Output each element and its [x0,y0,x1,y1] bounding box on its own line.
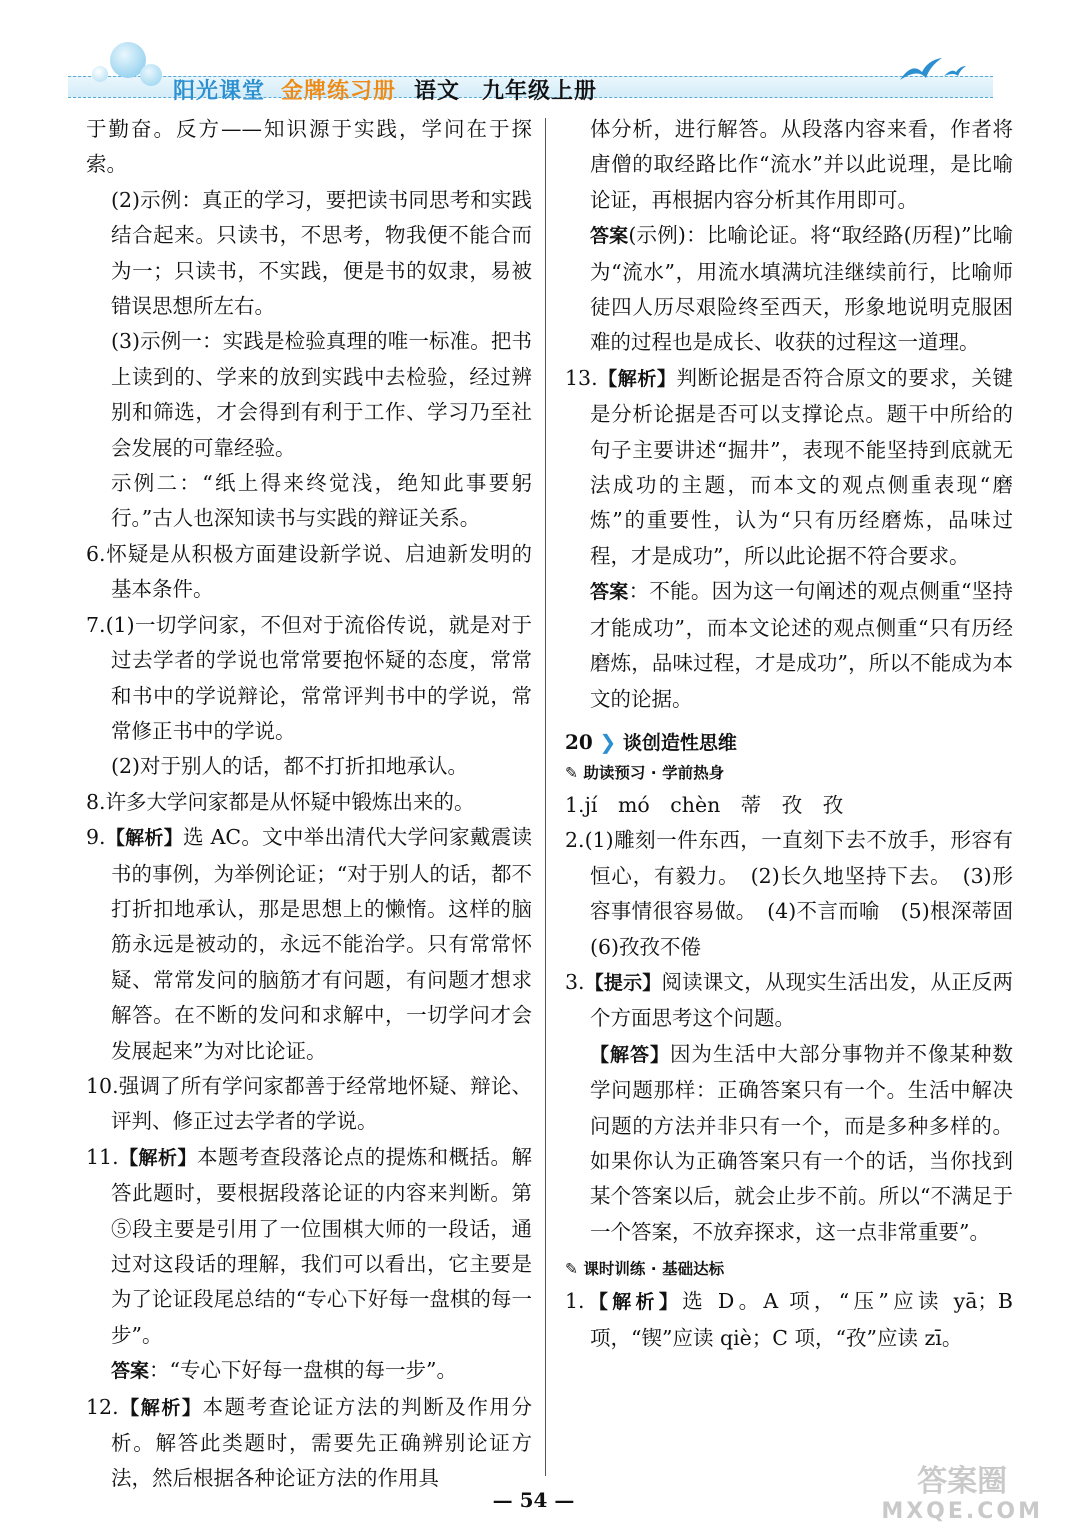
answer-text: 判断论据是否符合原文的要求，关键是分析论据是否可以支撑论点。题干中所给的句子主要讲述“掘井”，表现不能坚持到底就无法成功的主题，而本文的观点侧重表现“磨炼”的重要性，认为“只有历经磨炼，品味过程，才是成功”，所以此论据不符合要求。 [590,365,1013,568]
header-decoration [92,66,108,82]
answer-text: (示例)：比喻论证。将“取经路(历程)”比喻为“流水”，用流水填满坑洼继续前行，比喻师徒四人历尽艰险终至西天，形象地说明克服困难的过程也是成长、收获的过程这一道理。 [590,223,1013,355]
answer-tag: 【解析】 [105,827,183,850]
answer-text: 阅读课文，从现实生活出发，从正反两个方面思考这个问题。 [590,969,1013,1031]
watermark-logo: 答案圈 [917,1464,1008,1499]
answer-text: jí mó chèn 蒂 孜 孜 [584,792,844,817]
answer-paragraph [565,112,1013,218]
answer-paragraph [565,218,1013,361]
answer-tag: 【解析】 [118,1146,197,1169]
answer-paragraph [565,361,1013,574]
item-number: 6. [86,541,106,566]
answer-paragraph [565,1284,1013,1356]
header-grade: 九年级上册 [482,79,598,104]
answer-paragraph [565,823,1034,965]
header-brand: 阳光课堂 [173,79,266,104]
answer-tag: 【提示】 [584,971,662,994]
item-number: 10. [86,1073,119,1098]
birds-icon [898,54,968,88]
answer-text: (2)对于别人的话，都不打折扣地承认。 [111,754,469,779]
answer-paragraph [86,112,532,183]
answer-paragraph [86,1390,532,1497]
answer-paragraph [86,785,532,820]
item-number: 9. [86,825,106,850]
answer-tag: 【解析】 [584,1291,683,1314]
page-number: — 54 — [492,1488,575,1512]
answer-tag: 【解析】 [118,1396,203,1419]
answer-text: ：“专心下好每一盘棋的每一步”。 [149,1358,457,1383]
answer-text: (1)雕刻一件东西，一直刻下去不放手，形容有恒心，有毅力。 (2)长久地坚持下去。 (3)形容事情很容易做。 (4)不言而喻 (5)根深蒂固 (6)孜孜不倦 [584,828,1034,959]
answer-paragraph [86,183,532,325]
answer-text: 许多大学问家都是从怀疑中锻炼出来的。 [105,789,475,814]
section-title: 谈创造性思维 [622,731,737,754]
answer-block [565,112,1013,717]
item-number: 7. [86,612,106,637]
answer-paragraph [86,324,532,466]
chevron-right-icon: ❯ [599,729,617,754]
item-number: 8. [86,789,106,814]
answer-paragraph [565,965,1013,1037]
answer-paragraph [86,749,532,784]
answer-text: (3)示例一：实践是检验真理的唯一标准。把书上读到的、学来的放到实践中去检验，经过辨别和筛选，才会得到有利于工作、学习乃至社会发展的可靠经验。 [111,329,532,460]
pen-icon: ✎ [565,1260,578,1279]
answer-paragraph [86,466,532,537]
answer-text: 怀疑是从积极方面建设新学说、启迪新发明的基本条件。 [105,541,532,602]
answer-paragraph [86,608,532,750]
answer-paragraph [565,574,1013,717]
watermark [881,1465,1043,1524]
answer-text: 体分析，进行解答。从段落内容来看，作者将唐僧的取经路比作“流水”并以此说理，是比喻论证，再根据内容分析其作用即可。 [590,117,1013,212]
section-number: 20 [565,729,593,754]
answer-paragraph [86,820,532,1069]
answer-block [565,1284,1013,1356]
page-header [58,36,1003,102]
answer-block [565,788,1034,1250]
answer-text: (1)一切学问家，不但对于流俗传说，就是对于过去学者的学说也常常要抱怀疑的态度，常常和书中的学说辩论，常常评判书中的学说，常常修正书中的学说。 [105,612,532,743]
answer-text: 本题考查论证方法的判断及作用分析。解答此类题时，需要先正确辨别论证方法，然后根据各种论证方法的作用具 [111,1394,532,1491]
answer-text: (2)示例：真正的学习，要把读书同思考和实践结合起来。只读书，不思考，物我便不能合而为一；只读书，不实践，便是书的奴隶，易被错误思想所左右。 [111,187,532,319]
answer-paragraph [86,1069,532,1140]
item-number: 12. [86,1394,119,1419]
subheading-training: ✎ 课时训练 · 基础达标 [565,1260,725,1279]
header-title [173,74,597,105]
answer-text: ：不能。因为这一句阐述的观点侧重“坚持才能成功”，而本文论述的观点侧重“只有历经磨炼，品味过程，才是成功”，所以不能成为本文的论据。 [590,579,1013,711]
header-series: 金牌练习册 [281,79,397,104]
item-number: 1. [565,1289,585,1314]
item-number: 11. [86,1144,119,1169]
header-decoration [140,64,162,86]
answer-paragraph [565,788,1013,823]
item-number: 13. [565,365,598,390]
answer-text: 选 D。A 项，“压”应读 yā；B 项，“锲”应读 qiè；C 项，“孜”应读 zī。 [590,1289,1013,1350]
answer-paragraph [86,537,532,608]
answer-text: 于勤奋。反方——知识源于实践，学问在于探索。 [86,117,532,177]
column-divider [545,118,546,1476]
answer-text: 强调了所有学问家都善于经常地怀疑、辩论、评判、修正过去学者的学说。 [111,1073,532,1134]
item-number: 2. [565,828,585,853]
section-heading [565,727,1013,758]
subheading-preview: ✎ 助读预习 · 学前热身 [565,763,725,782]
answer-paragraph [565,1037,1013,1250]
item-number: 3. [565,969,585,994]
answer-text: 选 AC。文中举出清代大学问家戴震读书的事例，为举例论证；“对于别人的话，都不打折扣地承认，那是思想上的懒惰。这样的脑筋永远是被动的，永远不能治学。只有常常怀疑、常常发问的脑筋才有问题，有问题才想求解答。在不断的发问和求解中，一切学问才会发展起来”为对比论证。 [111,825,532,1063]
answer-text: 示例二：“纸上得来终觉浅，绝知此事要躬行。”古人也深知读书与实践的辩证关系。 [111,471,532,531]
answer-paragraph [86,1140,532,1353]
header-subject: 语文 [414,79,461,104]
answer-tag: 答案 [111,1360,150,1383]
answer-text: 因为生活中大部分事物并不像某种数学问题那样：正确答案只有一个。生活中解决问题的方法并非只有一个，而是多种多样的。如果你认为正确答案只有一个的话，当你找到某个答案以后，就会止步不前。所以“不满足于一个答案，不放弃探求，这一点非常重要”。 [590,1041,1013,1244]
left-column [86,112,532,1497]
answer-tag: 答案 [590,581,629,604]
item-number: 1. [565,792,585,817]
watermark-url: MXQE.COM [881,1499,1043,1524]
pen-icon: ✎ [565,763,578,782]
answer-text: 本题考查段落论点的提炼和概括。解答此题时，要根据段落论证的内容来判断。第⑤段主要是引用了一位围棋大师的一段话，通过对这段话的理解，我们可以看出，它主要是为了论证段尾总结的“专心下好每一盘棋的每一步”。 [111,1144,532,1347]
answer-tag: 【解析】 [597,367,677,390]
right-column [565,112,1034,1356]
answer-tag: 答案 [590,225,629,248]
answer-tag: 【解答】 [590,1043,670,1066]
answer-paragraph [86,1353,532,1389]
